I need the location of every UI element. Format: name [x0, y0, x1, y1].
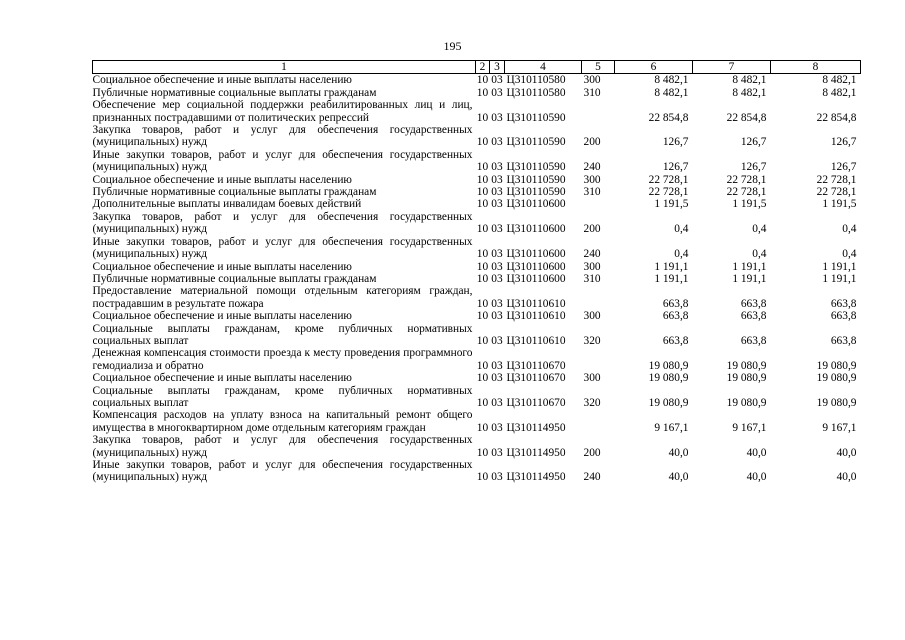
row-subsection: 03 [491, 223, 503, 236]
row-target-article: Ц310110600 [506, 260, 566, 273]
table-row [93, 186, 861, 198]
row-expense-type: 200 [583, 446, 601, 459]
header-col-3: 3 [490, 61, 505, 74]
row-value-col6: 22 854,8 [648, 111, 689, 124]
row-value-col8: 1 191,1 [822, 272, 857, 285]
row-name: Закупка товаров, работ и услуг для обеспечения государственных (муниципальных) нужд [92, 124, 473, 149]
row-expense-type: 300 [583, 372, 601, 385]
table-row [93, 347, 861, 372]
table-row [93, 310, 861, 322]
row-subsection: 03 [491, 446, 503, 459]
header-col-8: 8 [771, 61, 861, 74]
row-value-col7: 1 191,1 [732, 260, 767, 273]
row-target-article: Ц310110610 [506, 334, 566, 347]
table-row [93, 261, 861, 273]
row-value-col6: 1 191,1 [654, 260, 689, 273]
header-row [93, 61, 861, 74]
row-section: 10 [476, 186, 489, 199]
row-subsection: 03 [491, 74, 503, 87]
row-expense-type [582, 347, 615, 372]
row-subsection: 03 [491, 372, 503, 385]
table-row [93, 434, 861, 459]
row-value-col7: 40,0 [746, 471, 767, 484]
row-value-col8: 22 854,8 [816, 111, 857, 124]
row-subsection: 03 [491, 396, 503, 409]
row-section: 10 [476, 396, 489, 409]
row-value-col6: 0,4 [674, 223, 689, 236]
row-target-article: Ц310110580 [506, 86, 566, 99]
row-target-article: Ц310110600 [506, 248, 566, 261]
row-target-article: Ц310110590 [506, 161, 566, 174]
row-value-col8: 1 191,5 [822, 198, 857, 211]
row-expense-type [582, 99, 615, 124]
row-subsection: 03 [491, 272, 503, 285]
row-expense-type: 300 [583, 74, 601, 87]
row-value-col8: 19 080,9 [816, 396, 857, 409]
row-value-col6: 1 191,1 [654, 272, 689, 285]
table-row [93, 124, 861, 149]
row-target-article: Ц310110600 [506, 198, 566, 211]
table-row [93, 236, 861, 261]
row-section: 10 [476, 223, 489, 236]
row-target-article: Ц310110590 [506, 173, 566, 186]
row-name: Компенсация расходов на уплату взноса на капитальный ремонт общего имущества в многоквартирном доме отдельным категориям граждан [92, 409, 473, 434]
row-expense-type: 320 [583, 396, 601, 409]
row-target-article: Ц310114950 [506, 421, 566, 434]
row-expense-type: 240 [583, 161, 601, 174]
row-subsection: 03 [491, 334, 503, 347]
row-target-article: Ц310110600 [506, 272, 566, 285]
row-value-col7: 0,4 [752, 223, 767, 236]
row-subsection: 03 [491, 136, 503, 149]
row-target-article: Ц310110610 [506, 310, 566, 323]
row-name: Обеспечение мер социальной поддержки реабилитированных лиц и лиц, признанных пострадавшими от политических репрессий [92, 99, 473, 124]
row-value-col7: 663,8 [740, 310, 767, 323]
row-expense-type: 200 [583, 136, 601, 149]
row-subsection: 03 [491, 173, 503, 186]
table-body [93, 74, 861, 484]
row-name: Иные закупки товаров, работ и услуг для обеспечения государственных (муниципальных) нужд [92, 235, 473, 261]
row-section: 10 [476, 334, 489, 347]
row-name: Социальные выплаты гражданам, кроме публичных нормативных социальных выплат [92, 322, 473, 347]
row-value-col7: 40,0 [746, 446, 767, 459]
row-name: Социальное обеспечение и иные выплаты населению [92, 310, 352, 323]
row-value-col8: 40,0 [836, 446, 857, 459]
row-value-col7: 1 191,1 [732, 272, 767, 285]
row-section: 10 [476, 74, 489, 87]
row-name: Социальные выплаты гражданам, кроме публичных нормативных социальных выплат [92, 384, 473, 409]
row-value-col6: 0,4 [674, 248, 689, 261]
row-value-col7: 22 728,1 [726, 186, 767, 199]
table-row [93, 372, 861, 384]
row-value-col6: 126,7 [662, 136, 689, 149]
row-section: 10 [476, 86, 489, 99]
header-col-1: 1 [93, 61, 476, 74]
table-header [93, 61, 861, 74]
row-value-col7: 8 482,1 [732, 74, 767, 87]
row-value-col6: 663,8 [662, 297, 689, 310]
row-target-article: Ц310110600 [506, 223, 566, 236]
row-section: 10 [476, 173, 489, 186]
row-name: Публичные нормативные социальные выплаты гражданам [92, 186, 377, 199]
row-name: Предоставление материальной помощи отдельным категориям граждан, пострадавшим в результате пожара [92, 285, 473, 310]
table-row [93, 198, 861, 210]
header-col-4: 4 [505, 61, 582, 74]
row-value-col7: 0,4 [752, 248, 767, 261]
header-col-2: 2 [476, 61, 490, 74]
row-value-col7: 663,8 [740, 334, 767, 347]
row-subsection: 03 [491, 186, 503, 199]
row-value-col8: 19 080,9 [816, 359, 857, 372]
row-value-col7: 19 080,9 [726, 359, 767, 372]
row-target-article: Ц310110590 [506, 186, 566, 199]
row-value-col8: 126,7 [830, 161, 857, 174]
row-value-col8: 663,8 [830, 297, 857, 310]
row-value-col6: 663,8 [662, 334, 689, 347]
row-target-article: Ц310110590 [506, 136, 566, 149]
row-name: Иные закупки товаров, работ и услуг для обеспечения государственных (муниципальных) нужд [92, 459, 473, 484]
row-value-col7: 126,7 [740, 136, 767, 149]
header-col-6: 6 [615, 61, 693, 74]
row-value-col8: 1 191,1 [822, 260, 857, 273]
row-name: Закупка товаров, работ и услуг для обеспечения государственных (муниципальных) нужд [92, 210, 473, 236]
row-target-article: Ц310110590 [506, 111, 566, 124]
row-name: Денежная компенсация стоимости проезда к месту проведения программного гемодиализа и обратно [92, 347, 473, 372]
row-value-col7: 22 854,8 [726, 111, 767, 124]
row-value-col6: 40,0 [668, 471, 689, 484]
row-target-article: Ц310110610 [506, 297, 566, 310]
row-value-col6: 126,7 [662, 161, 689, 174]
table-row [93, 323, 861, 348]
table-row [93, 459, 861, 484]
row-expense-type [582, 409, 615, 434]
row-value-col8: 663,8 [830, 334, 857, 347]
row-subsection: 03 [491, 111, 503, 124]
row-subsection: 03 [491, 198, 503, 211]
row-value-col8: 22 728,1 [816, 186, 857, 199]
row-value-col7: 8 482,1 [732, 86, 767, 99]
row-value-col7: 22 728,1 [726, 173, 767, 186]
table-row [93, 149, 861, 174]
row-value-col8: 126,7 [830, 136, 857, 149]
row-value-col8: 663,8 [830, 310, 857, 323]
row-subsection: 03 [491, 421, 503, 434]
row-expense-type: 300 [583, 173, 601, 186]
row-value-col6: 19 080,9 [648, 359, 689, 372]
row-value-col6: 22 728,1 [648, 186, 689, 199]
budget-table [92, 60, 861, 484]
row-section: 10 [476, 248, 489, 261]
row-expense-type: 300 [583, 260, 601, 273]
row-value-col6: 40,0 [668, 446, 689, 459]
row-section: 10 [476, 297, 489, 310]
row-value-col8: 9 167,1 [822, 421, 857, 434]
table-row [93, 273, 861, 285]
row-value-col8: 8 482,1 [822, 74, 857, 87]
row-expense-type: 240 [583, 248, 601, 261]
row-section: 10 [476, 359, 489, 372]
row-target-article: Ц310110670 [506, 359, 566, 372]
row-subsection: 03 [491, 359, 503, 372]
row-name: Социальное обеспечение и иные выплаты населению [92, 74, 352, 87]
row-name: Социальное обеспечение и иные выплаты населению [92, 260, 352, 273]
table-row [93, 409, 861, 434]
row-expense-type [582, 198, 615, 210]
row-expense-type: 300 [583, 310, 601, 323]
row-value-col7: 19 080,9 [726, 372, 767, 385]
row-subsection: 03 [491, 310, 503, 323]
row-section: 10 [476, 260, 489, 273]
row-value-col6: 8 482,1 [654, 86, 689, 99]
row-subsection: 03 [491, 161, 503, 174]
row-expense-type: 310 [583, 272, 601, 285]
row-value-col8: 40,0 [836, 471, 857, 484]
table-row [93, 74, 861, 87]
row-name: Закупка товаров, работ и услуг для обеспечения государственных (муниципальных) нужд [92, 434, 473, 459]
row-target-article: Ц310114950 [506, 471, 566, 484]
row-name: Публичные нормативные социальные выплаты гражданам [92, 272, 377, 285]
row-value-col8: 22 728,1 [816, 173, 857, 186]
row-section: 10 [476, 161, 489, 174]
row-section: 10 [476, 471, 489, 484]
header-col-5: 5 [582, 61, 615, 74]
row-expense-type: 200 [583, 223, 601, 236]
row-target-article: Ц310114950 [506, 446, 566, 459]
table-row [93, 285, 861, 310]
row-value-col7: 1 191,5 [732, 198, 767, 211]
table-row [93, 99, 861, 124]
row-subsection: 03 [491, 260, 503, 273]
row-section: 10 [476, 446, 489, 459]
row-subsection: 03 [491, 297, 503, 310]
header-col-7: 7 [693, 61, 771, 74]
row-section: 10 [476, 111, 489, 124]
row-value-col8: 0,4 [842, 223, 857, 236]
row-target-article: Ц310110580 [506, 74, 566, 87]
row-value-col6: 1 191,5 [654, 198, 689, 211]
page-number: 195 [443, 39, 462, 53]
row-value-col8: 8 482,1 [822, 86, 857, 99]
row-target-article: Ц310110670 [506, 372, 566, 385]
row-section: 10 [476, 372, 489, 385]
row-expense-type: 320 [583, 334, 601, 347]
row-section: 10 [476, 310, 489, 323]
row-value-col8: 19 080,9 [816, 372, 857, 385]
row-name: Дополнительные выплаты инвалидам боевых действий [92, 198, 362, 211]
row-name: Иные закупки товаров, работ и услуг для обеспечения государственных (муниципальных) нужд [92, 148, 473, 174]
row-section: 10 [476, 272, 489, 285]
table-row [93, 385, 861, 410]
row-section: 10 [476, 136, 489, 149]
row-expense-type: 310 [583, 186, 601, 199]
row-section: 10 [476, 421, 489, 434]
row-value-col7: 9 167,1 [732, 421, 767, 434]
row-value-col6: 8 482,1 [654, 74, 689, 87]
row-subsection: 03 [491, 471, 503, 484]
row-section: 10 [476, 198, 489, 211]
row-name: Социальное обеспечение и иные выплаты населению [92, 173, 352, 186]
table-row [93, 174, 861, 186]
row-value-col6: 19 080,9 [648, 396, 689, 409]
row-value-col6: 22 728,1 [648, 173, 689, 186]
row-expense-type [582, 285, 615, 310]
row-value-col6: 19 080,9 [648, 372, 689, 385]
row-subsection: 03 [491, 248, 503, 261]
row-subsection: 03 [491, 86, 503, 99]
table-row [93, 87, 861, 99]
row-value-col7: 663,8 [740, 297, 767, 310]
table-row [93, 211, 861, 236]
row-expense-type: 310 [583, 86, 601, 99]
row-name: Социальное обеспечение и иные выплаты населению [92, 372, 352, 385]
row-value-col6: 9 167,1 [654, 421, 689, 434]
row-value-col7: 19 080,9 [726, 396, 767, 409]
row-name: Публичные нормативные социальные выплаты гражданам [92, 86, 377, 99]
row-expense-type: 240 [583, 471, 601, 484]
row-value-col7: 126,7 [740, 161, 767, 174]
row-value-col6: 663,8 [662, 310, 689, 323]
row-value-col8: 0,4 [842, 248, 857, 261]
row-target-article: Ц310110670 [506, 396, 566, 409]
